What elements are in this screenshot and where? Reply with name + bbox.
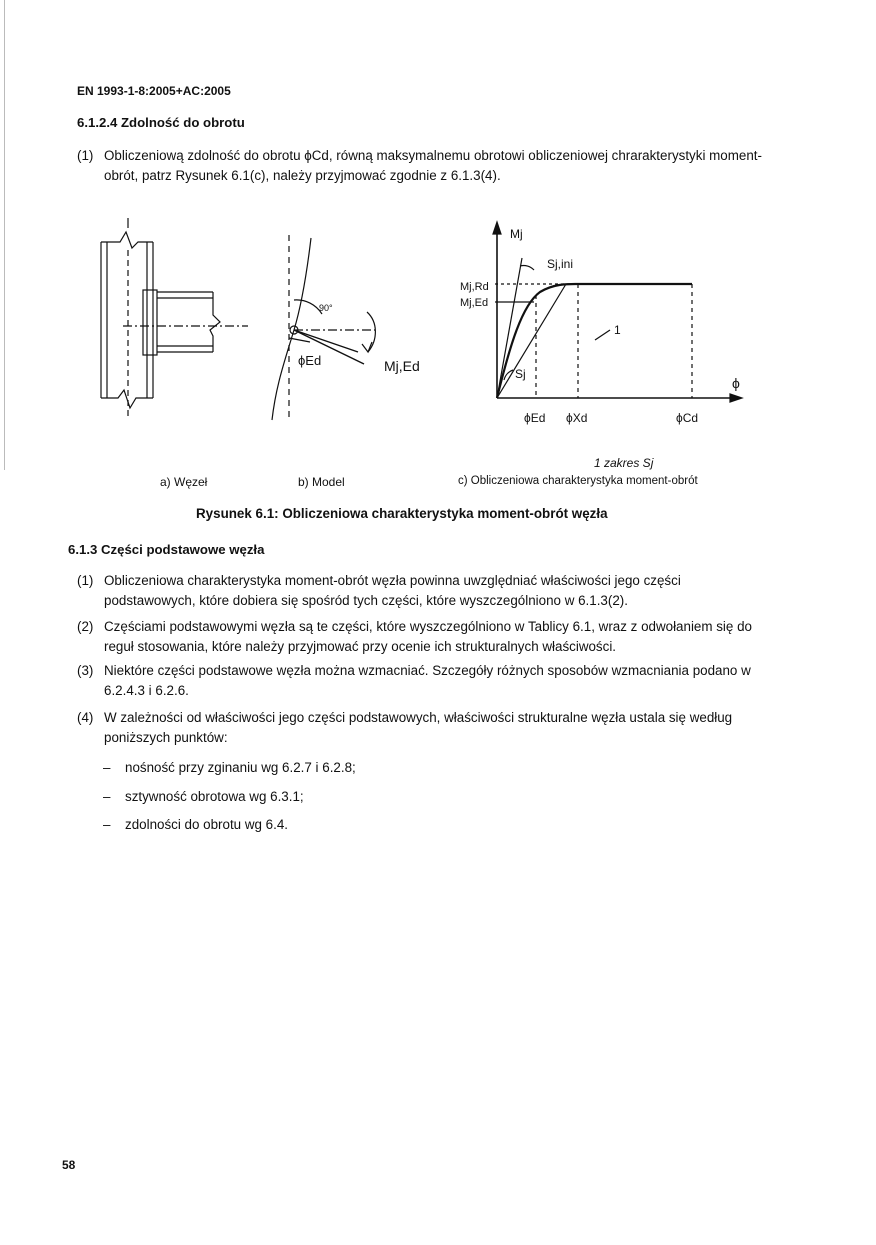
figure-title: Rysunek 6.1: Obliczeniowa charakterystyka moment-obrót węzła: [196, 506, 608, 521]
joint-drawing: [101, 218, 248, 420]
chart-mjed-label: Mj,Ed: [460, 297, 489, 309]
chart-sjini-label: Sj,ini: [547, 257, 574, 271]
chart-axis-m-label: Mj: [510, 227, 523, 241]
chart-phi-cd-label: ϕCd: [676, 411, 699, 425]
section-heading-6-1-3: 6.1.3 Części podstawowe węzła: [68, 542, 265, 557]
list-dash: –: [103, 789, 111, 804]
figure-6-1: [0, 0, 876, 520]
standard-code-header: EN 1993-1-8:2005+AC:2005: [77, 84, 231, 98]
chart-phi-ed-label: ϕEd: [524, 411, 546, 425]
section-heading-6-1-2-4: 6.1.2.4 Zdolność do obrotu: [77, 115, 245, 130]
model-phi-ed-label: ϕEd: [298, 353, 322, 368]
chart-phi-xd-label: ϕXd: [566, 411, 588, 425]
paragraph-text: Obliczeniową zdolność do obrotu ϕCd, równą maksymalnemu obrotowi obliczeniowej chrarakterystyki moment-obrót, patrz Rysunek 6.1(c), należy przyjmować zgodnie z 6.1.3(4).: [104, 148, 762, 183]
list-item-text: nośność przy zginaniu wg 6.2.7 i 6.2.8;: [125, 760, 356, 775]
model-angle-label: 90°: [319, 303, 333, 313]
paragraph-number: (1): [77, 573, 94, 588]
caption-c: c) Obliczeniowa charakterystyka moment-obrót: [458, 475, 698, 487]
paragraph-number: (1): [77, 148, 94, 163]
caption-a: a) Węzeł: [160, 475, 208, 489]
paragraph-number: (3): [77, 663, 94, 678]
list-dash: –: [103, 817, 111, 832]
paragraph-text: Obliczeniowa charakterystyka moment-obrót węzła powinna uwzględniać właściwości jego części podstawowych, które dobiera się spośród tych części, które wyszczególniono w 6.1.3(2).: [104, 573, 681, 608]
figure-legend: 1 zakres Sj: [594, 456, 654, 470]
list-dash: –: [103, 760, 111, 775]
model-moment-label: Mj,Ed: [384, 358, 420, 374]
list-item-text: zdolności do obrotu wg 6.4.: [125, 817, 289, 832]
chart-curve-marker: 1: [614, 323, 621, 337]
paragraph-text: Częściami podstawowymi węzła są te części, które wyszczególniono w Tablicy 6.1, wraz z odwołaniem się do reguł stosowania, które należy przyjmować przy ocenie ich strukturalnych właściwości.: [104, 619, 752, 654]
paragraph-text: W zależności od właściwości jego części podstawowych, właściwości strukturalne węzła ustala się według poniższych punktów:: [104, 710, 733, 745]
chart-sj-label: Sj: [515, 367, 526, 381]
caption-b: b) Model: [298, 475, 345, 489]
paragraph-number: (4): [77, 710, 94, 725]
paragraph-text: Niektóre części podstawowe węzła można wzmacniać. Szczegóły różnych sposobów wzmacniania podano w 6.2.4.3 i 6.2.6.: [104, 663, 751, 698]
model-drawing: [272, 235, 375, 420]
page-number: 58: [62, 1158, 76, 1172]
paragraph-number: (2): [77, 619, 94, 634]
chart-axis-phi-label: ϕ: [732, 375, 740, 391]
moment-rotation-chart: [493, 222, 742, 402]
chart-mjrd-label: Mj,Rd: [460, 281, 489, 293]
list-item-text: sztywność obrotowa wg 6.3.1;: [125, 789, 304, 804]
